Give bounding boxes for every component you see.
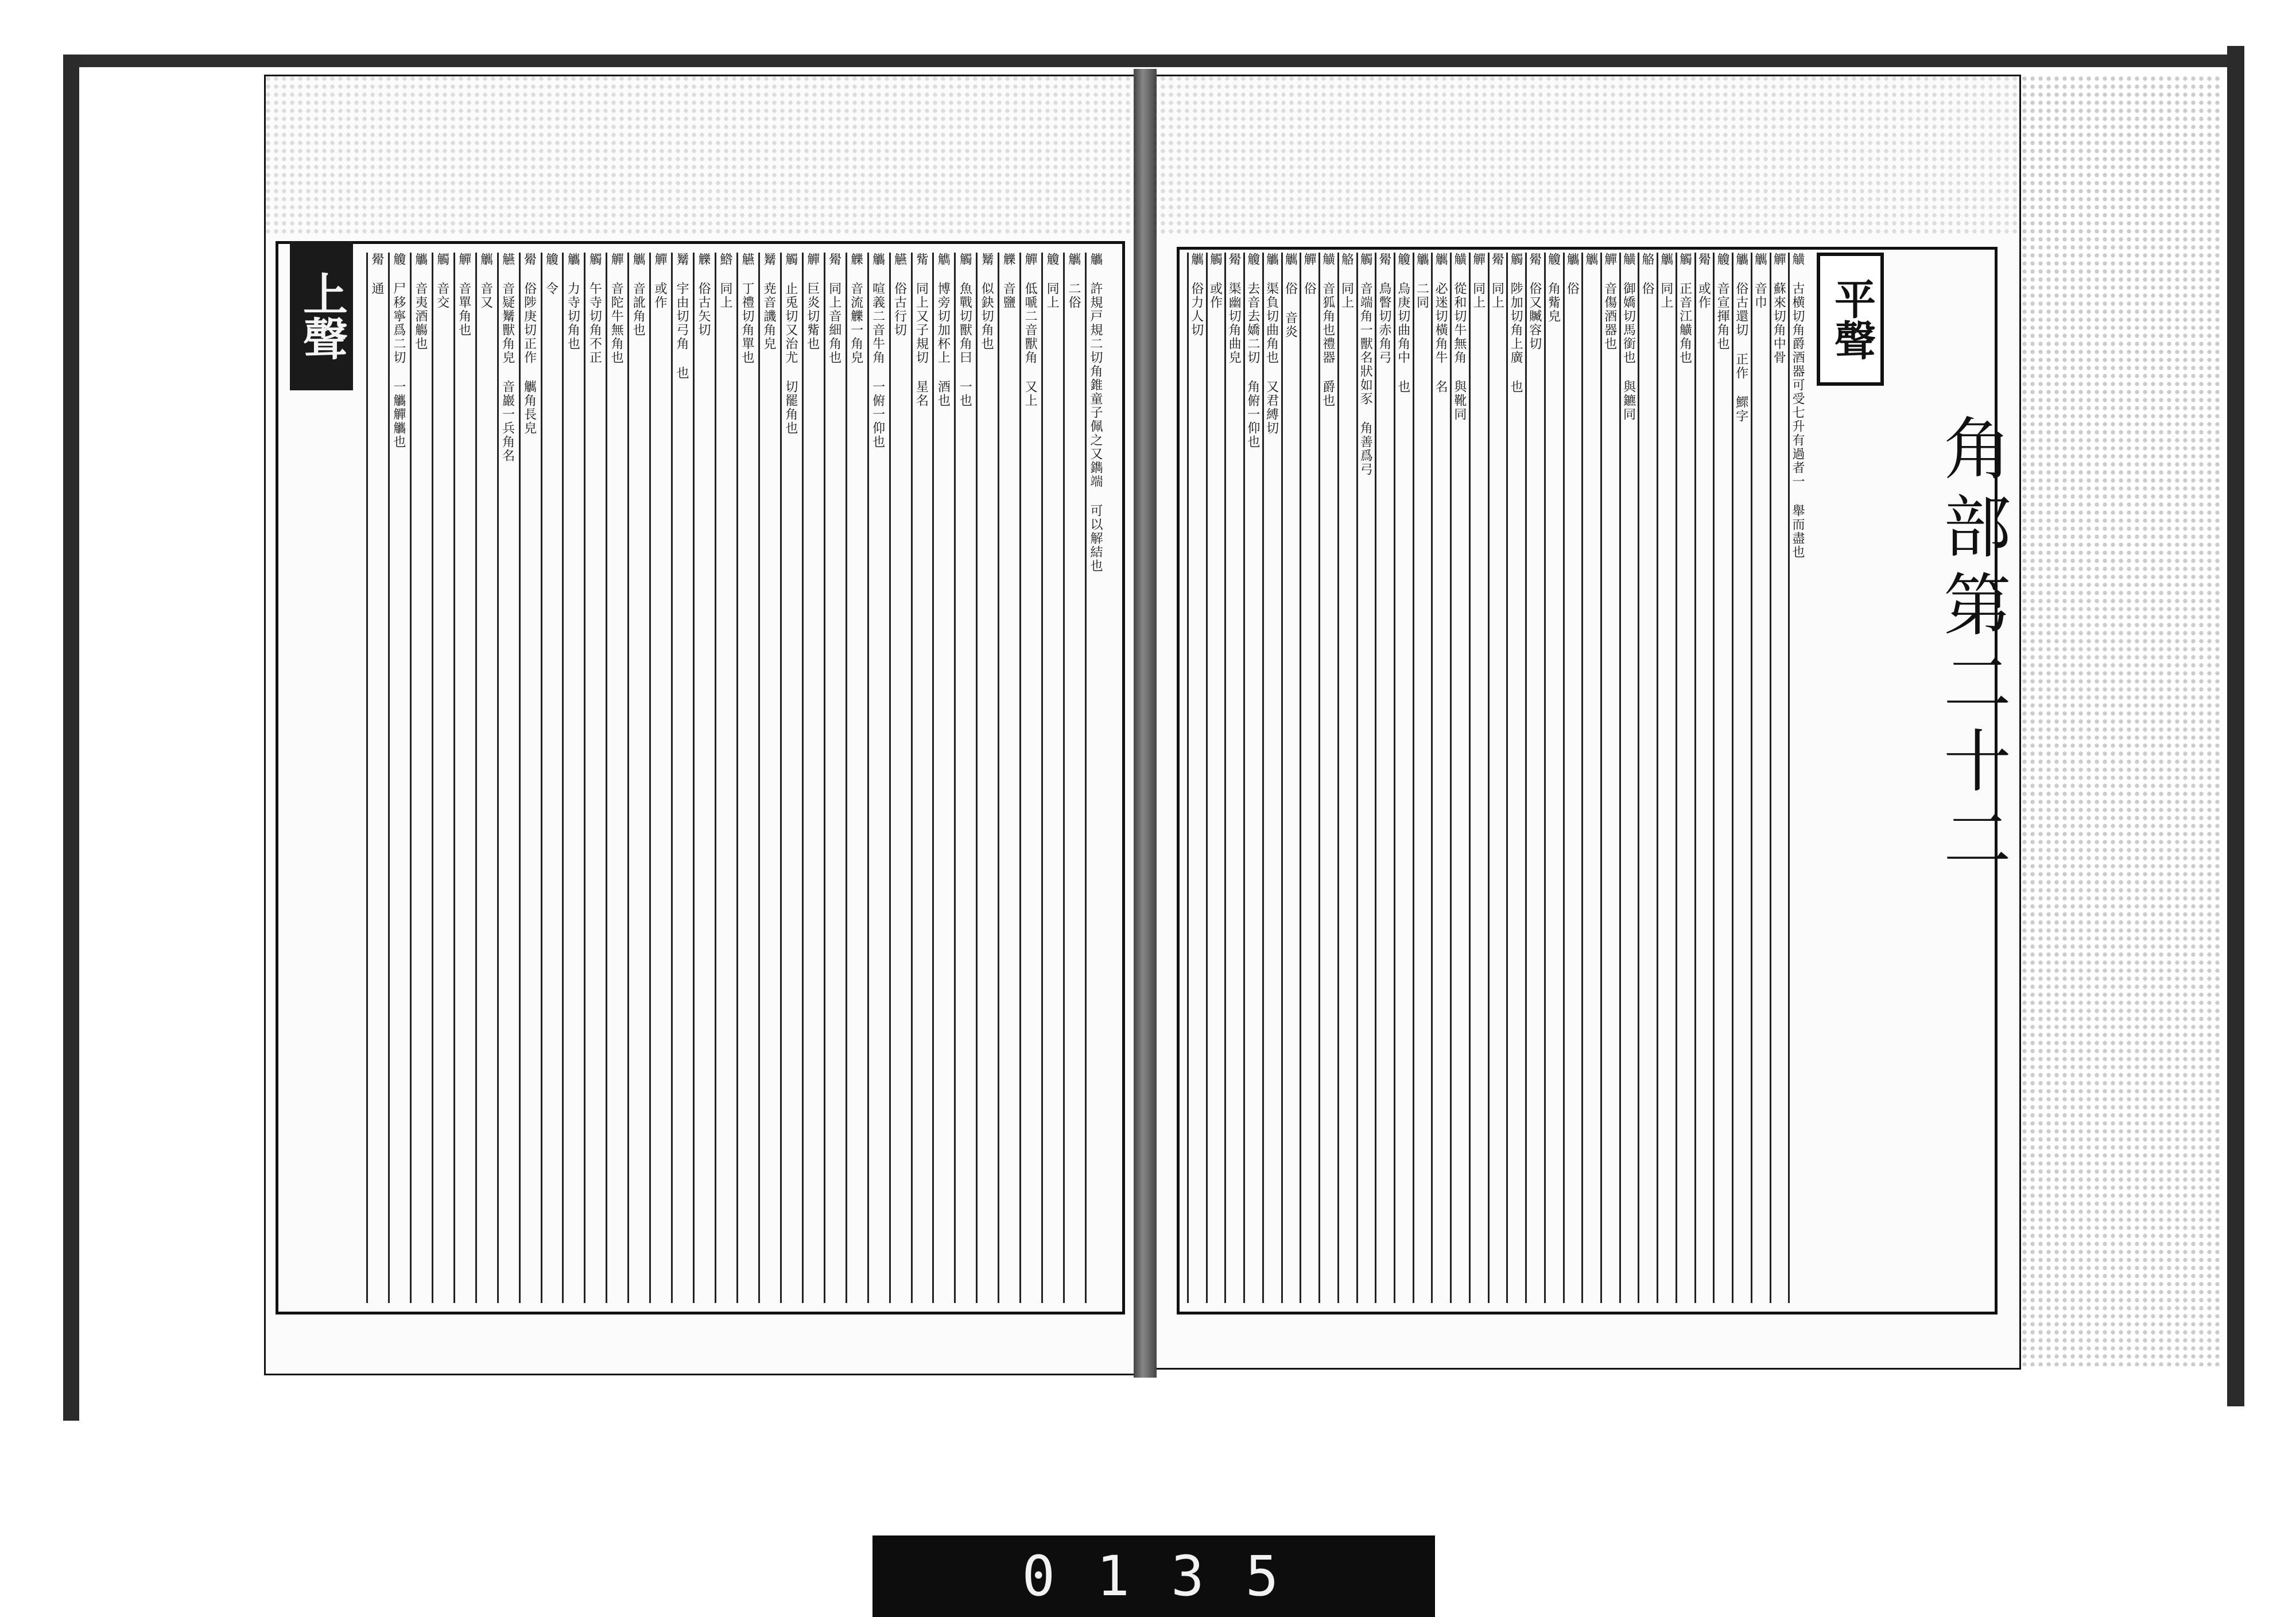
column-rule	[1318, 253, 1320, 1303]
text-column: 觸 陟加切角上廣 也	[1508, 253, 1523, 394]
column-rule	[867, 253, 869, 1303]
column-rule	[584, 253, 585, 1303]
text-column: 觡 同上	[1339, 253, 1354, 309]
text-column: 觻 音流觻一角皃	[848, 253, 863, 364]
text-column: 觾 丁禮切角單也	[739, 253, 754, 364]
text-column: 觷 或作	[1696, 253, 1711, 309]
text-column: 觽 音巾	[1752, 253, 1767, 309]
scan-edge-right	[2227, 46, 2244, 1406]
text-column: 觶 同上	[1471, 253, 1486, 309]
column-rule	[1187, 253, 1189, 1303]
text-column: 觽 音又	[478, 253, 493, 309]
column-rule	[388, 253, 390, 1303]
column-rule	[1450, 253, 1452, 1303]
text-column: 觽 二俗	[1066, 253, 1081, 309]
column-rule	[976, 253, 978, 1303]
column-rule	[1525, 253, 1527, 1303]
book-spine	[1134, 69, 1157, 1378]
text-column: 觡 俗	[1640, 253, 1655, 296]
text-column: 觸 音端角一獸名狀如豕 角善爲弓	[1358, 253, 1373, 476]
column-rule	[366, 253, 368, 1303]
column-rule	[497, 253, 499, 1303]
text-column: 觻 俗古矢切	[696, 253, 711, 337]
column-rule	[649, 253, 651, 1303]
left-tone-label: 上聲	[290, 241, 353, 390]
text-column: 觷 同上音細角也	[827, 253, 841, 364]
text-column: 觼 尸移寧爲二切 一觿觶觿也	[391, 253, 406, 449]
text-column: 觻 音鹽	[1001, 253, 1016, 309]
column-rule	[1713, 253, 1715, 1303]
text-column: 觶 音陀牛無角也	[609, 253, 624, 364]
text-column: 觵 從和切牛無角 與靴同	[1452, 253, 1467, 421]
column-rule	[1337, 253, 1339, 1303]
text-column: 鯦 同上	[718, 253, 732, 309]
column-rule	[519, 253, 521, 1303]
text-column: 觜 同上又子規切 星名	[914, 253, 929, 408]
text-column: 觽	[1583, 253, 1598, 266]
column-rule	[562, 253, 564, 1303]
column-rule	[1619, 253, 1621, 1303]
column-rule	[758, 253, 760, 1303]
text-column: 觽 必迷切橫角牛 名	[1433, 253, 1448, 394]
column-rule	[802, 253, 804, 1303]
text-column: 觵 古横切角爵酒器可受七升有過者一 舉而盡也	[1790, 253, 1805, 559]
column-rule	[1788, 253, 1790, 1303]
column-rule	[1300, 253, 1301, 1303]
text-column: 觿 力寺切角也	[565, 253, 580, 351]
text-column: 觸 魚戰切獸角曰 一也	[957, 253, 972, 408]
scan-noise	[1151, 75, 2018, 235]
text-column: 觼 音宣揮角也	[1715, 253, 1730, 351]
column-rule	[1563, 253, 1565, 1303]
text-column: 觶 音單角也	[456, 253, 471, 337]
column-rule	[736, 253, 738, 1303]
text-column: 觸 午寺切角不正	[587, 253, 602, 364]
column-rule	[1413, 253, 1414, 1303]
text-column: 觽 俗力人切	[1189, 253, 1204, 337]
text-column: 觵 御嬌切馬銜也 與鑣同	[1621, 253, 1636, 421]
column-rule	[715, 253, 716, 1303]
column-rule	[780, 253, 782, 1303]
right-tone-label: 平聲	[1817, 253, 1884, 386]
text-column: 觺 似鈌切角也	[979, 253, 994, 351]
text-column: 觹 博旁切加杯上 酒也	[936, 253, 951, 408]
column-rule	[1732, 253, 1733, 1303]
text-column: 觷 俗又贓容切	[1527, 253, 1542, 351]
text-column: 觶 巨炎切觜也	[805, 253, 820, 351]
text-column: 觼 烏庚切曲角中 也	[1395, 253, 1410, 394]
column-rule	[889, 253, 891, 1303]
column-rule	[1544, 253, 1546, 1303]
section-heading: 角部第二十二	[1932, 413, 2011, 882]
text-column: 觷 渠幽切角曲皃	[1227, 253, 1242, 364]
scan-noise	[264, 75, 1137, 235]
archive-page-number: 0135	[872, 1535, 1435, 1617]
text-column: 觾 俗古行切	[892, 253, 907, 337]
text-column: 觷 鳥瞥切赤角弓	[1376, 253, 1391, 364]
text-column: 觸 正音江觵角也	[1677, 253, 1692, 364]
text-column: 觸 止兎切又治尤 切罷角也	[783, 253, 798, 435]
text-column: 觶 音傷酒器也	[1602, 253, 1617, 351]
text-column: 觶 或作	[653, 253, 668, 309]
text-column: 觽 俗 音炎	[1283, 253, 1298, 339]
text-column: 觷 同上	[1490, 253, 1504, 309]
column-rule	[1431, 253, 1433, 1303]
text-column: 觼 角觜皃	[1546, 253, 1561, 323]
column-rule	[932, 253, 934, 1303]
column-rule	[824, 253, 825, 1303]
text-column: 觾 音疑觺獸角皃 音巖一兵角名	[500, 253, 515, 463]
text-column: 觵 音狐角也禮器 爵也	[1320, 253, 1335, 408]
text-column: 觷 俗陟庚切正作 觽角長皃	[522, 253, 537, 435]
column-rule	[1041, 253, 1043, 1303]
scan-edge-left	[63, 55, 79, 1421]
column-rule	[410, 253, 412, 1303]
column-rule	[1262, 253, 1264, 1303]
column-rule	[1063, 253, 1065, 1303]
column-rule	[1375, 253, 1376, 1303]
column-rule	[1657, 253, 1658, 1303]
column-rule	[627, 253, 629, 1303]
text-column: 觿 喧義二音牛角 一俯一仰也	[870, 253, 885, 449]
column-rule	[1488, 253, 1490, 1303]
column-rule	[911, 253, 913, 1303]
column-rule	[998, 253, 999, 1303]
text-column: 觶 俗	[1302, 253, 1317, 296]
column-rule	[1770, 253, 1771, 1303]
column-rule	[541, 253, 542, 1303]
column-rule	[475, 253, 477, 1303]
text-column: 觼 同上	[1045, 253, 1060, 309]
text-column: 觿 渠負切曲角也 又君縛切	[1264, 253, 1279, 435]
text-column: 觸 音交	[435, 253, 449, 309]
text-column: 觺 尭音譏角皃	[761, 253, 776, 351]
column-rule	[1356, 253, 1358, 1303]
column-rule	[432, 253, 433, 1303]
text-column: 觶 低嗁二音獸角 又上	[1023, 253, 1038, 408]
column-rule	[1394, 253, 1395, 1303]
column-rule	[1581, 253, 1583, 1303]
column-rule	[606, 253, 607, 1303]
column-rule	[1469, 253, 1471, 1303]
column-rule	[1638, 253, 1639, 1303]
text-column: 觸 或作	[1208, 253, 1223, 309]
text-column: 觿 許規戸規二切角錐童子佩之又鐫端 可以解結也	[1088, 253, 1103, 573]
column-rule	[954, 253, 956, 1303]
text-column: 觶 蘇來切角中骨	[1771, 253, 1786, 364]
text-column: 觷 通	[369, 253, 384, 296]
column-rule	[1600, 253, 1602, 1303]
column-rule	[1506, 253, 1508, 1303]
text-column: 觽 同上	[1658, 253, 1673, 309]
scan-edge-top	[63, 55, 2244, 67]
column-rule	[1085, 253, 1087, 1303]
text-column: 觼 令	[544, 253, 559, 296]
scan-noise	[2020, 75, 2221, 1366]
column-rule	[1676, 253, 1677, 1303]
column-rule	[671, 253, 673, 1303]
text-column: 觿 俗古還切 正作 鰥字	[1733, 253, 1748, 423]
column-rule	[1206, 253, 1208, 1303]
column-rule	[693, 253, 695, 1303]
column-rule	[453, 253, 455, 1303]
column-rule	[1224, 253, 1226, 1303]
column-rule	[846, 253, 847, 1303]
text-column: 觿 俗	[1565, 253, 1580, 296]
column-rule	[1019, 253, 1021, 1303]
text-column: 觺 宇由切弓角 也	[674, 253, 689, 380]
column-rule	[1243, 253, 1245, 1303]
text-column: 觽 音訛角也	[631, 253, 646, 337]
column-rule	[1281, 253, 1283, 1303]
column-rule	[1751, 253, 1752, 1303]
text-column: 觼 去音去嬌二切 角俯一仰也	[1245, 253, 1260, 449]
text-column: 觿 音夷酒觴也	[413, 253, 428, 351]
column-rule	[1694, 253, 1696, 1303]
text-column: 觿 二同	[1414, 253, 1429, 309]
